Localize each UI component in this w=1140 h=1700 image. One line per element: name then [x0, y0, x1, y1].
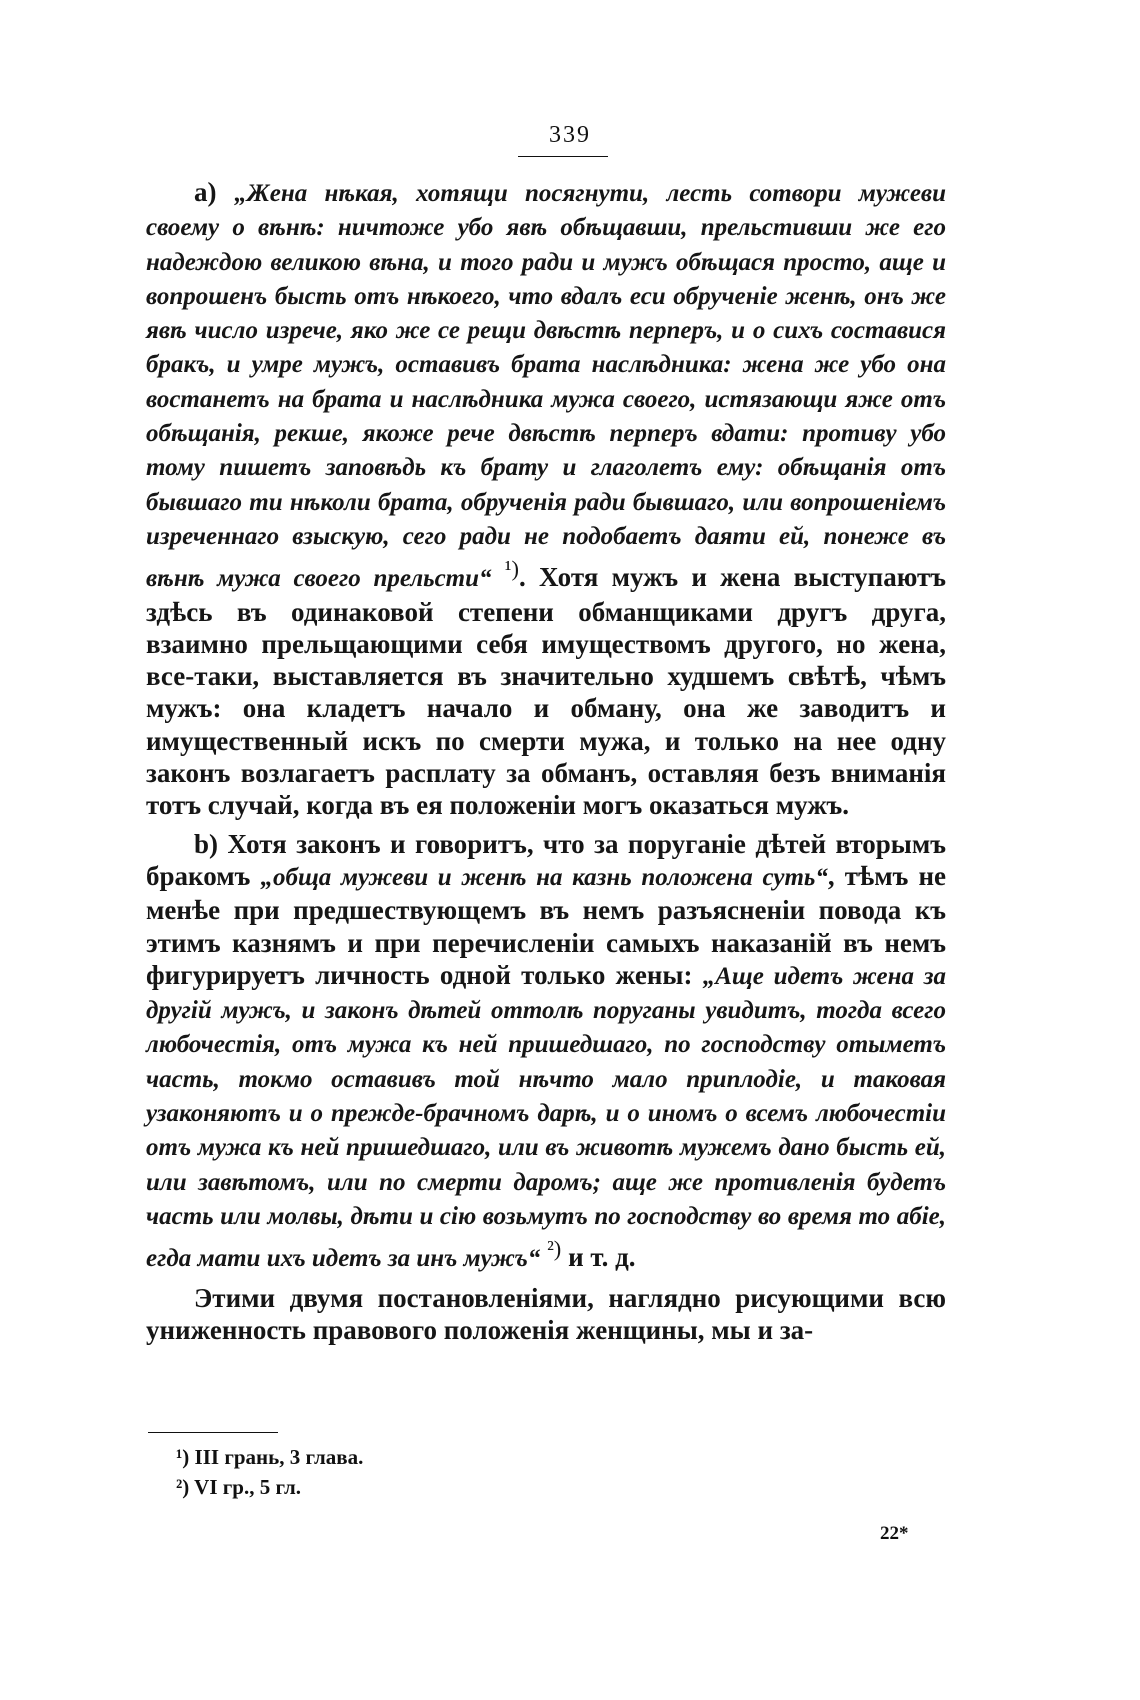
- body-text: [146, 176, 946, 1346]
- footnote-1-mark: ¹): [176, 1445, 190, 1469]
- footnotes: [176, 1442, 776, 1502]
- paragraph-a-label: a): [194, 177, 217, 207]
- paragraph-b-text-start: Хотя законъ и говоритъ, что за поруганіе дѣтей вторымъ бракомъ: [146, 828, 946, 891]
- paragraph-a-text: . Хотя мужъ и жена выступаютъ здѣсь въ одинаковой степени обманщиками другъ друга, взаимно прельщающими себя имуществомъ другого, но жена, все-таки, выставляется въ значительно худшемъ свѣтѣ, чѣмъ мужъ: она кладетъ начало и обману, она же заводитъ и имущественный искъ по смерти мужа, и только на нее одну законъ возлагаетъ расплату за обманъ, оставляя безъ вниманія тотъ случай, когда въ ея положеніи могъ оказаться мужъ.: [146, 562, 947, 821]
- paragraph-b-quote-2: „Аще идетъ жена за другій мужъ, и законъ дѣтей оттолѣ поруганы увидитъ, тогда всего любочестія, отъ мужа къ ней пришедшаго, по господству отыметъ часть, токмо оставивъ той нѣчто мало приплодіе, и таковая узаконяютъ и о прежде-брачномъ дарѣ, и о иномъ о всемъ любочестіи отъ мужа къ ней пришедшаго, или въ животѣ мужемъ дано бысть ей, или завѣтомъ, или по смерти даромъ; аще же противленія будетъ часть или молвы, дѣти и сію возьмутъ по господству во время то абіе, егда мати ихъ идетъ за инъ мужъ“: [146, 962, 946, 1273]
- paragraph-b-text-mid: , тѣмъ не менѣе при предшествующемъ въ немъ разъясненіи повода къ этимъ казнямъ и при перечисленіи самыхъ наказаній въ немъ фигурируетъ личность одной только жены:: [146, 860, 947, 990]
- footnote-ref-2[interactable]: ²): [547, 1236, 562, 1262]
- paragraph-b-quote-1: „обща мужеви и женѣ на казнь положена суть“: [260, 863, 828, 891]
- paragraph-c: Этими двумя постановленіями, наглядно рисующими всю униженность правового положенія женщины, мы и за-: [146, 1282, 946, 1345]
- footnote-2: [176, 1472, 776, 1502]
- footnote-2-mark: ²): [176, 1475, 190, 1499]
- footnote-1: [176, 1442, 776, 1472]
- paragraph-a: [146, 176, 946, 822]
- paragraph-b-text-end: и т. д.: [568, 1242, 636, 1273]
- footnote-separator: [148, 1432, 278, 1433]
- footnote-2-text: VI гр., 5 гл.: [194, 1475, 301, 1499]
- footnote-ref-1[interactable]: ¹): [504, 556, 520, 582]
- page-number: 339: [549, 122, 591, 148]
- signature-mark: 22*: [880, 1523, 909, 1544]
- footnote-1-text: III грань, 3 глава.: [194, 1445, 364, 1469]
- paragraph-b-label: b): [194, 828, 219, 859]
- page-number-rule: [518, 156, 608, 157]
- paragraph-a-quote: „Жена нѣкая, хотящи посягнути, лесть сотвори мужеви своему о вѣнѣ: ничтоже убо явѣ обѣщавши, прельстивши же его надеждою великою вѣна, и того ради и мужъ обѣщася просто, аще и вопрошенъ бысть отъ нѣкоего, что вдалъ еси обрученіе женѣ, онъ же явѣ число изрече, яко же се рещи двѣстѣ перперъ, и о сихъ составися бракъ, и умре мужъ, оставивъ брата наслѣдника: жена же убо она востанетъ на брата и наслѣдника мужа своего, истязающи яже отъ обѣщанія, рекше, якоже рече двѣстѣ перперъ вдати: противу убо тому пишетъ заповѣдь къ брату и глаголетъ ему: обѣщанія отъ бывшаго ти нѣколи брата, обрученія ради бывшаго, или вопрошеніемъ изреченнаго взыскую, сего ради не подобаетъ даяти ей, понеже въ вѣнѣ мужа своего прельсти“: [146, 180, 946, 593]
- paragraph-b: [146, 828, 946, 1276]
